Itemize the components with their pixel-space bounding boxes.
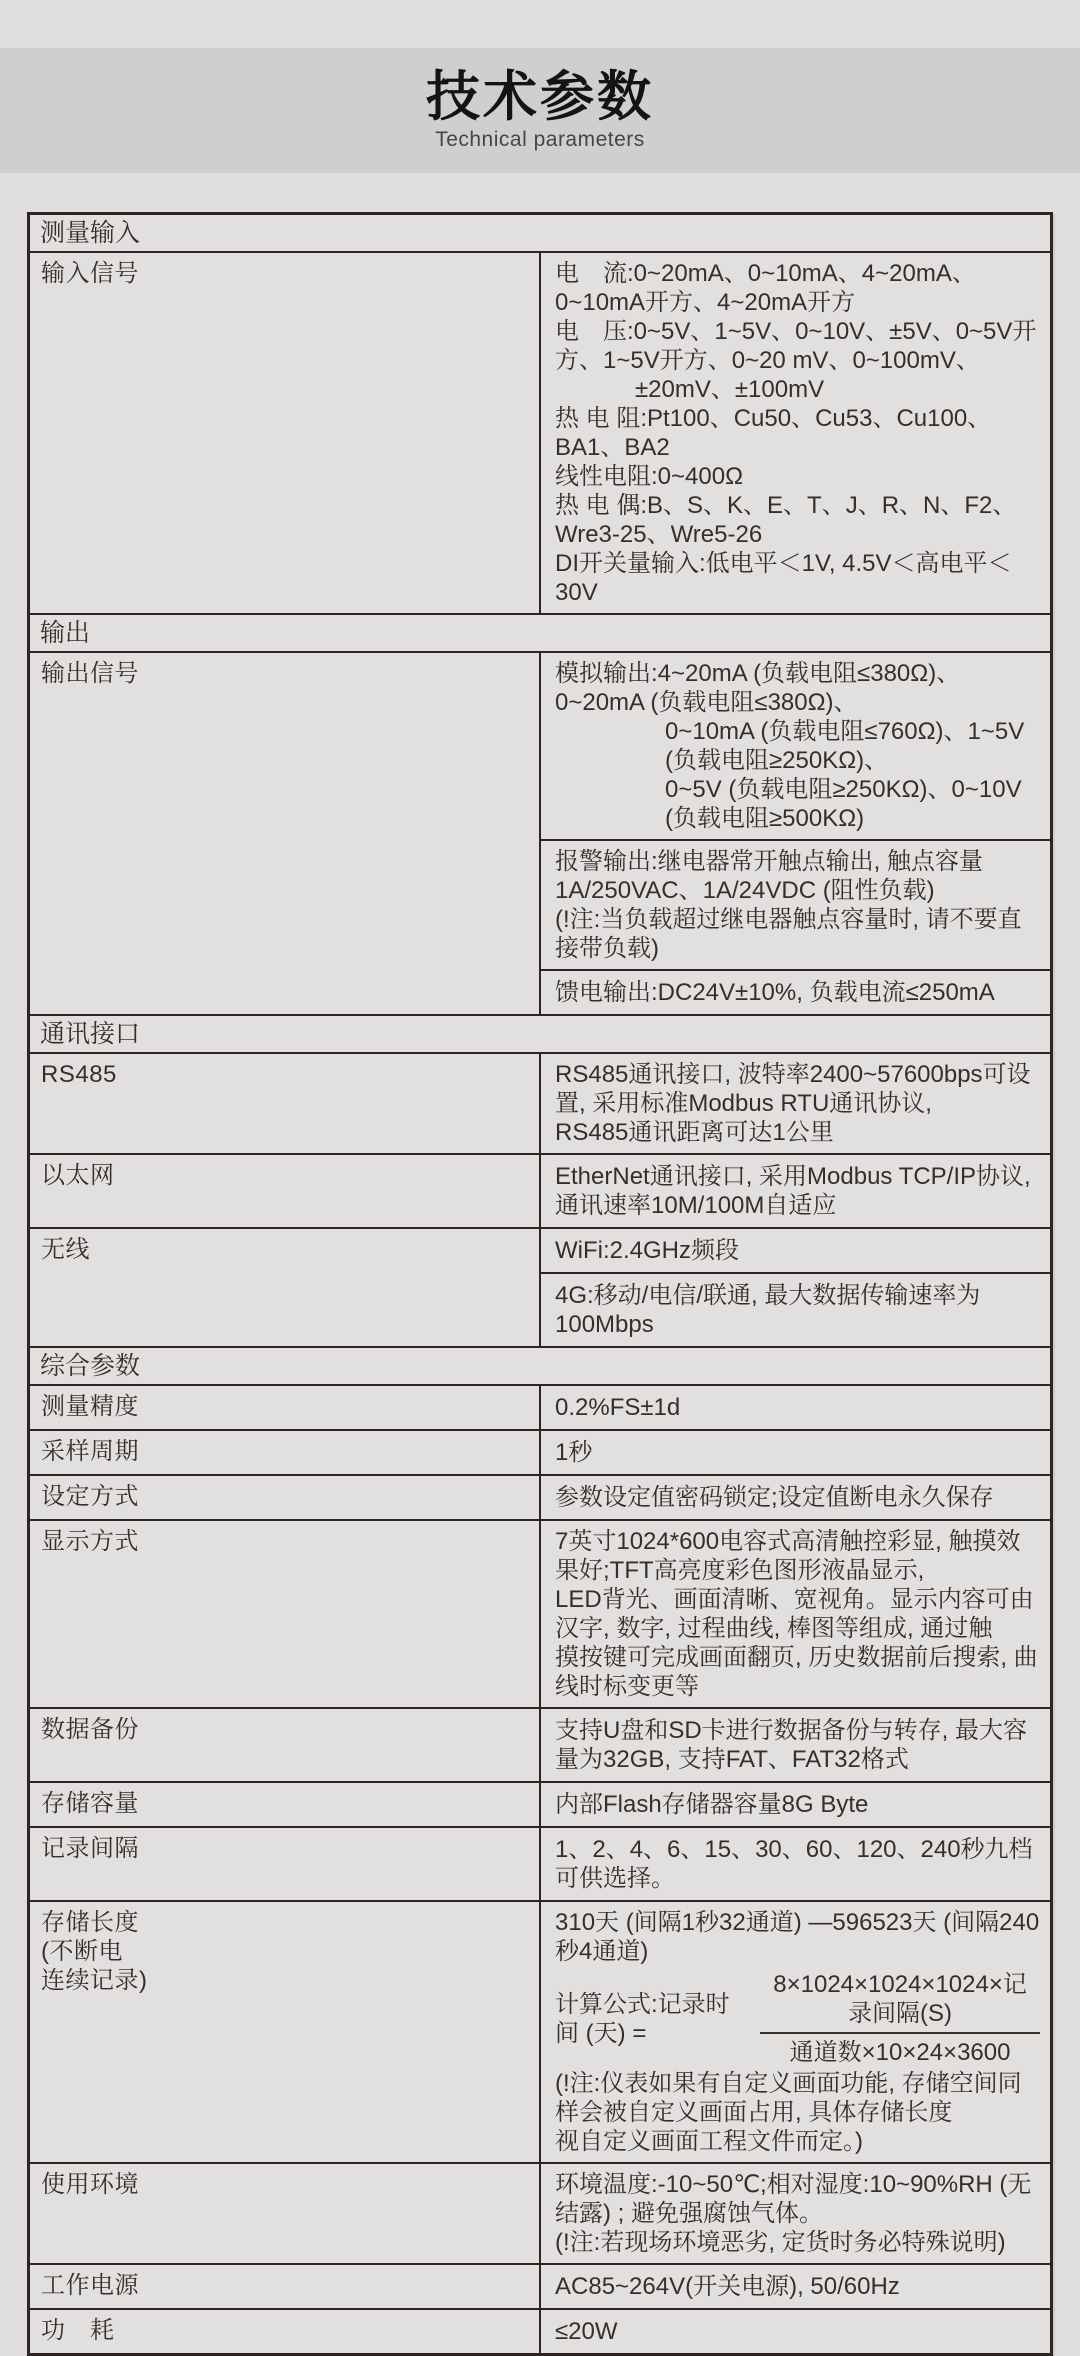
row-label: 显示方式 [29, 1520, 541, 1708]
row-storage-length [29, 1901, 1052, 2163]
row-label: 数据备份 [29, 1708, 541, 1782]
row-value: 4G:移动/电信/联通, 最大数据传输速率为100Mbps [540, 1273, 1052, 1347]
formula-denominator: 通道数×10×24×3600 [789, 2039, 1011, 2066]
row-display-mode [29, 1520, 1052, 1708]
row-label: 无线 [29, 1228, 541, 1347]
row-setting-mode [29, 1475, 1052, 1520]
row-value: 参数设定值密码锁定;设定值断电永久保存 [540, 1475, 1052, 1520]
row-value: 1秒 [540, 1430, 1052, 1475]
row-value: ≤20W [540, 2309, 1052, 2355]
row-label: 记录间隔 [29, 1827, 541, 1901]
row-value [540, 652, 1052, 840]
row-sampling-period [29, 1430, 1052, 1475]
display-line-3: 摸按键可完成画面翻页, 历史数据前后搜索, 曲线时标变更等 [555, 1644, 1038, 1700]
section-measurement-input [29, 214, 1052, 253]
row-label: 输入信号 [29, 252, 541, 614]
row-value: 内部Flash存储器容量8G Byte [540, 1782, 1052, 1827]
section-communication [29, 1015, 1052, 1053]
row-value: EtherNet通讯接口, 采用Modbus TCP/IP协议, 通讯速率10M/100M自适应 [540, 1154, 1052, 1228]
analog-output-line-3: 0~5V (负载电阻≥250KΩ)、0~10V (负载电阻≥500KΩ) [665, 776, 1022, 832]
spec-table-wrapper [27, 212, 1053, 2356]
input-di-line: DI开关量输入:低电平＜1V, 4.5V＜高电平＜30V [555, 550, 1012, 606]
environment-line-2: (!注:若现场环境恶劣, 定货时务必特殊说明) [555, 2229, 1006, 2256]
row-rs485 [29, 1053, 1052, 1154]
alarm-output-note: (!注:当负载超过继电器触点容量时, 请不要直接带负载) [555, 906, 1022, 962]
row-label: 功 耗 [29, 2309, 541, 2355]
row-output-signal-analog [29, 652, 1052, 840]
section-output [29, 614, 1052, 652]
page [0, 48, 1080, 2356]
row-value: 1、2、4、6、15、30、60、120、240秒九档可供选择。 [540, 1827, 1052, 1901]
row-wireless-wifi [29, 1228, 1052, 1273]
row-value [540, 252, 1052, 614]
input-thermocouple-line: 热 电 偶:B、S、K、E、T、J、R、N、F2、Wre3-25、Wre5-26 [555, 492, 1017, 548]
formula-prefix: 计算公式:记录时间 (天) = [555, 1990, 730, 2047]
input-rtd-line: 热 电 阻:Pt100、Cu50、Cu53、Cu100、BA1、BA2 [555, 405, 992, 461]
analog-output-line-2: 0~10mA (负载电阻≤760Ω)、1~5V (负载电阻≥250KΩ)、 [665, 718, 1025, 774]
input-current-line: 电 流:0~20mA、0~10mA、4~20mA、0~10mA开方、4~20mA开方 [555, 260, 976, 316]
storage-length-note-1: (!注:仪表如果有自定义画面功能, 存储空间同样会被自定义画面占用, 具体存储长度 [555, 2070, 1022, 2126]
row-label: 输出信号 [29, 652, 541, 1015]
row-value [540, 1520, 1052, 1708]
row-label: RS485 [29, 1053, 541, 1154]
rs485-line-2: RS485通讯距离可达1公里 [555, 1119, 834, 1146]
storage-length-formula [555, 1970, 1040, 2067]
row-label [29, 1901, 541, 2163]
row-value: AC85~264V(开关电源), 50/60Hz [540, 2264, 1052, 2309]
row-label: 存储容量 [29, 1782, 541, 1827]
storage-length-label-1: 存储长度 [41, 1909, 139, 1936]
row-value [540, 1901, 1052, 2163]
row-label: 测量精度 [29, 1385, 541, 1430]
alarm-output-line: 报警输出:继电器常开触点输出, 触点容量1A/250VAC、1A/24VDC (阻性负载) [555, 848, 984, 904]
input-voltage-line: 电 压:0~5V、1~5V、0~10V、±5V、0~5V开方、1~5V开方、0~20 mV、0~100mV、 [555, 318, 1037, 374]
row-power-consumption [29, 2309, 1052, 2355]
row-value: 馈电输出:DC24V±10%, 负载电流≤250mA [540, 970, 1052, 1015]
section-header: 输出 [29, 614, 1052, 652]
row-storage-capacity [29, 1782, 1052, 1827]
title-band [0, 48, 1080, 173]
section-header: 测量输入 [29, 214, 1052, 253]
formula-numerator: 8×1024×1024×1024×记录间隔(S) [760, 1970, 1040, 2034]
row-value: WiFi:2.4GHz频段 [540, 1228, 1052, 1273]
storage-length-label-3: 连续记录) [41, 1967, 148, 1994]
formula-fraction [760, 1970, 1040, 2067]
row-operating-environment [29, 2163, 1052, 2264]
page-subtitle: Technical parameters [435, 128, 645, 152]
storage-length-label-2: (不断电 [41, 1938, 123, 1965]
row-accuracy [29, 1385, 1052, 1430]
row-label: 使用环境 [29, 2163, 541, 2264]
row-input-signal [29, 252, 1052, 614]
row-label: 设定方式 [29, 1475, 541, 1520]
row-value [540, 2163, 1052, 2264]
environment-line-1: 环境温度:-10~50℃;相对湿度:10~90%RH (无结露) ; 避免强腐蚀气体。 [555, 2171, 1032, 2227]
row-record-interval [29, 1827, 1052, 1901]
row-value [540, 840, 1052, 970]
row-value: 支持U盘和SD卡进行数据备份与转存, 最大容量为32GB, 支持FAT、FAT32格式 [540, 1708, 1052, 1782]
page-title: 技术参数 [426, 66, 654, 127]
storage-length-note-2: 视自定义画面工程文件而定。) [555, 2128, 863, 2155]
section-header: 通讯接口 [29, 1015, 1052, 1053]
display-line-1: 7英寸1024*600电容式高清触控彩显, 触摸效果好;TFT高亮度彩色图形液晶显示, [555, 1528, 1021, 1584]
section-general-parameters [29, 1347, 1052, 1385]
row-label: 工作电源 [29, 2264, 541, 2309]
row-data-backup [29, 1708, 1052, 1782]
input-voltage-line-2: ±20mV、±100mV [635, 376, 825, 403]
section-header: 综合参数 [29, 1347, 1052, 1385]
display-line-2: LED背光、画面清晰、宽视角。显示内容可由汉字, 数字, 过程曲线, 棒图等组成, 通过触 [555, 1586, 1034, 1642]
storage-length-range: 310天 (间隔1秒32通道) —596523天 (间隔240秒4通道) [555, 1909, 1040, 1965]
spec-table [27, 212, 1053, 2356]
rs485-line-1: RS485通讯接口, 波特率2400~57600bps可设置, 采用标准Modbus RTU通讯协议, [555, 1061, 1031, 1117]
row-value [540, 1053, 1052, 1154]
row-label: 采样周期 [29, 1430, 541, 1475]
row-working-power [29, 2264, 1052, 2309]
row-ethernet [29, 1154, 1052, 1228]
row-value: 0.2%FS±1d [540, 1385, 1052, 1430]
input-linear-resistance-line: 线性电阻:0~400Ω [555, 463, 744, 490]
analog-output-line-1: 模拟输出:4~20mA (负载电阻≤380Ω)、0~20mA (负载电阻≤380Ω)、 [555, 660, 961, 716]
row-label: 以太网 [29, 1154, 541, 1228]
